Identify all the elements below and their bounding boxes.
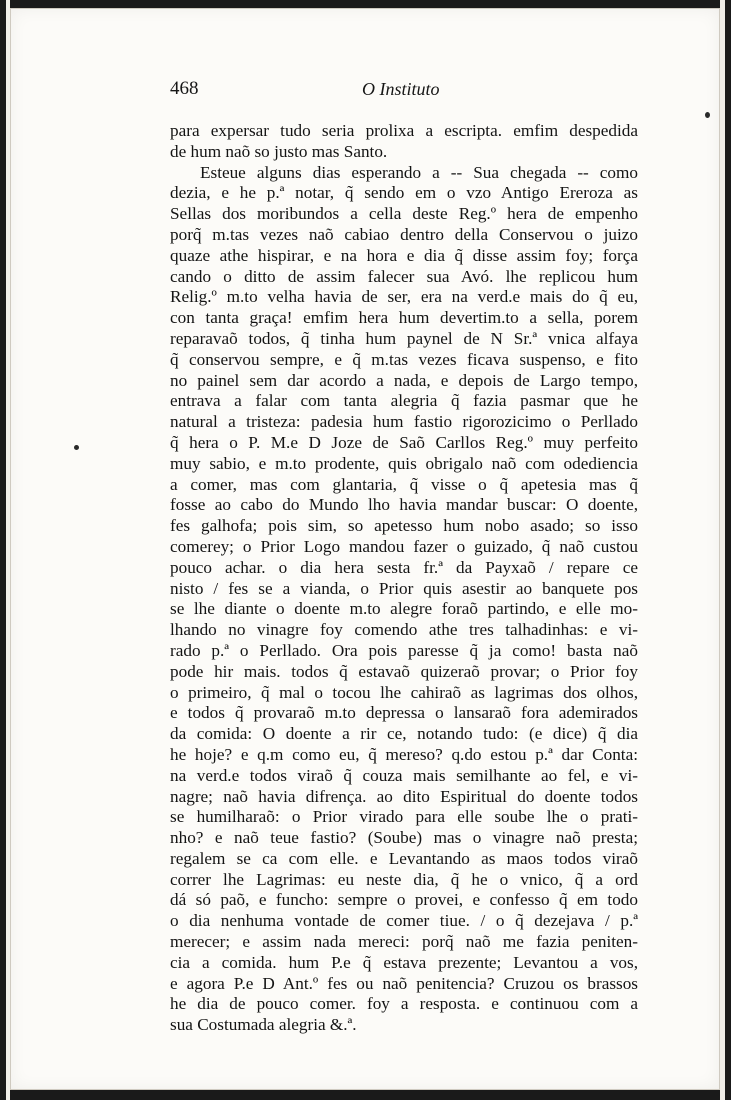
- text-line: e agora P.e D Ant.º fes ou naõ penitencia? Cruzou os brassos: [170, 973, 638, 993]
- text-line: fosse ao cabo do Mundo lho havia mandar buscar: O doente,: [170, 495, 638, 515]
- text-line: q̃ conservou sempre, e q̃ m.tas vezes ficava suspenso, e fito: [170, 349, 638, 369]
- text-line: pode hir mais. todos q̃ estavaõ quizeraõ provar; o Prior foy: [170, 661, 638, 681]
- text-line: quaze athe hispirar, e na hora e dia q̃ disse assim foy; força: [170, 245, 638, 265]
- text-line: dezia, e he p.ª notar, q̃ sendo em o vzo Antigo Ereroza as: [170, 183, 638, 203]
- text-line: dá só paõ, e funcho: sempre o provei, e confesso q̃ em todo: [170, 890, 638, 910]
- text-line: natural a tristeza: padesia hum fastio rigorozicimo o Perllado: [170, 412, 638, 432]
- text-line: muy sabio, e m.to prodente, quis obrigalo naõ com odediencia: [170, 453, 638, 473]
- text-line: con tanta graça! emfim hera hum devertim.to a sella, porem: [170, 308, 638, 328]
- text-line: nisto / fes se a vianda, o Prior quis asestir ao banquete pos: [170, 578, 638, 598]
- text-line: da comida: O doente a rir ce, notando tudo: (e dice) q̃ dia: [170, 724, 638, 744]
- text-line: de hum naõ so justo mas Santo.: [170, 141, 388, 161]
- text-line: comerey; o Prior Logo mandou fazer o guizado, q̃ naõ custou: [170, 536, 638, 556]
- text-line: na verd.e todos viraõ q̃ couza mais semilhante ao fel, e vi-: [170, 765, 638, 785]
- text-line: nagre; naõ havia difrença. ao dito Espiritual do doente todos: [170, 786, 638, 806]
- text-line: reparavaõ todos, q̃ tinha hum paynel de N Sr.ª vnica alfaya: [170, 328, 638, 348]
- page-header: [170, 78, 638, 106]
- text-line: se humilharaõ: o Prior virado para elle soube lhe o prati-: [170, 807, 638, 827]
- text-line: o primeiro, q̃ mal o tocou lhe cahiraõ as lagrimas dos olhos,: [170, 682, 638, 702]
- ink-speck: [74, 445, 79, 450]
- text-line: sua Costumada alegria &.ª.: [170, 1015, 357, 1035]
- text-line: cando o ditto de assim falecer sua Avó. lhe replicou hum: [170, 266, 638, 286]
- page-number: 468: [170, 78, 199, 99]
- text-line: e todos q̃ provaraõ m.to depressa o lansaraõ fora ademirados: [170, 703, 638, 723]
- text-line: q̃ hera o P. M.e D Joze de Saõ Carllos Reg.º muy perfeito: [170, 432, 638, 452]
- text-line: merecer; e assim nada mereci: porq̃ naõ me fazia peniten-: [170, 932, 638, 952]
- text-line: Sellas dos moribundos a cella deste Reg.º hera de empenho: [170, 204, 638, 224]
- body-text: [170, 121, 638, 1036]
- text-line: fes galhofa; pois sim, so apetesso hum nobo asado; so isso: [170, 516, 638, 536]
- text-line: pouco achar. o dia hera sesta fr.ª da Payxaõ / repare ce: [170, 557, 638, 577]
- text-line: rado p.ª o Perllado. Ora pois paresse q̃ ja como! basta naõ: [170, 640, 638, 660]
- text-line: a comer, mas com glantaria, q̃ visse o q̃ apetesia mas q̃: [170, 474, 638, 494]
- text-line: no painel sem dar acordo a nada, e depois de Largo tempo,: [170, 370, 638, 390]
- text-line: para expersar tudo seria prolixa a escripta. emfim despedida: [170, 121, 638, 140]
- page-edge-right: [720, 0, 725, 1100]
- text-line: he hoje? e q.m como eu, q̃ mereso? q.do estou p.ª dar Conta:: [170, 744, 638, 764]
- text-line: o dia nenhuma vontade de comer tiue. / o q̃ dezejava / p.ª: [170, 911, 638, 931]
- text-line: Relig.º m.to velha havia de ser, era na verd.e mais do q̃ eu,: [170, 287, 638, 307]
- text-line: Esteue alguns dias esperando a -- Sua chegada -- como: [200, 162, 638, 182]
- text-line: entrava a falar com tanta alegria q̃ fazia pasmar que he: [170, 391, 638, 411]
- text-line: correr lhe Lagrimas: eu neste dia, q̃ he o vnico, q̃ a ord: [170, 869, 638, 889]
- ink-speck: [705, 112, 710, 118]
- text-line: nho? e naõ teue fastio? (Soube) mas o vinagre naõ presta;: [170, 828, 638, 848]
- running-title: O Instituto: [362, 79, 440, 99]
- text-line: regalem se ca com elle. e Levantando as maos todos viraõ: [170, 848, 638, 868]
- text-line: cia a comida. hum P.e q̃ estava prezente; Levantou a vos,: [170, 952, 638, 972]
- text-line: he dia de pouco comer. foy a resposta. e continuou com a: [170, 994, 638, 1014]
- text-line: porq̃ m.tas vezes naõ cabiao dentro della Conservou o juizo: [170, 224, 638, 244]
- text-line: lhando no vinagre foy comendo athe tres talhadinhas: e vi-: [170, 620, 638, 640]
- text-line: se lhe diante o doente m.to alegre foraõ partindo, e elle mo-: [170, 599, 638, 619]
